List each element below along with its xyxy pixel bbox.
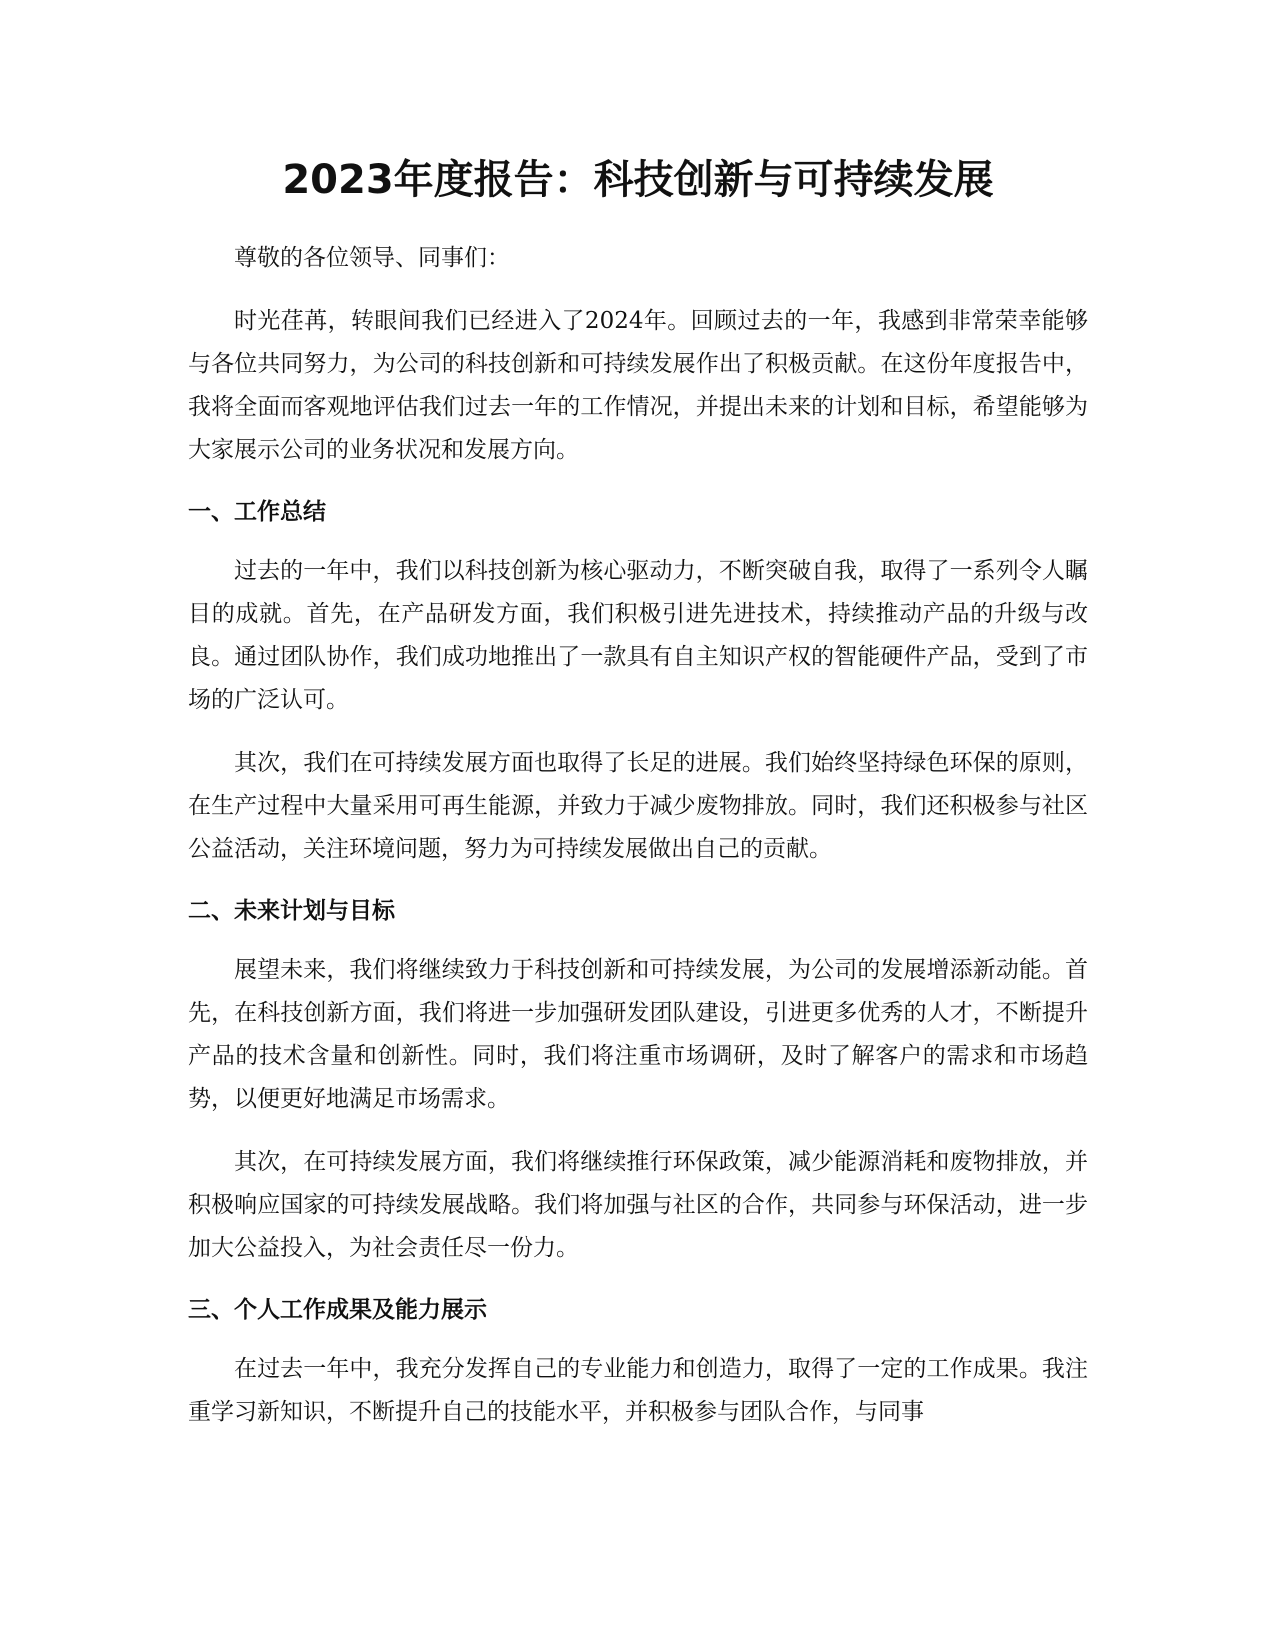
section-work-summary — [188, 492, 1088, 871]
section-paragraph: 过去的一年中，我们以科技创新为核心驱动力，不断突破自我，取得了一系列令人瞩目的成就。首先，在产品研发方面，我们积极引进先进技术，持续推动产品的升级与改良。通过团队协作，我们成功地推出了一款具有自主知识产权的智能硬件产品，受到了市场的广泛认可。 — [188, 558, 1088, 713]
section-heading: 三、个人工作成果及能力展示 — [188, 1297, 487, 1323]
section-future-plans — [188, 891, 1088, 1270]
document-page — [188, 145, 1088, 1454]
section-heading: 二、未来计划与目标 — [188, 898, 395, 924]
intro-paragraph: 时光荏苒，转眼间我们已经进入了2024年。回顾过去的一年，我感到非常荣幸能够与各位共同努力，为公司的科技创新和可持续发展作出了积极贡献。在这份年度报告中，我将全面而客观地评估我们过去一年的工作情况，并提出未来的计划和目标，希望能够为大家展示公司的业务状况和发展方向。 — [188, 308, 1088, 463]
section-heading: 一、工作总结 — [188, 499, 326, 525]
section-paragraph: 其次，我们在可持续发展方面也取得了长足的进展。我们始终坚持绿色环保的原则，在生产过程中大量采用可再生能源，并致力于减少废物排放。同时，我们还积极参与社区公益活动，关注环境问题，努力为可持续发展做出自己的贡献。 — [188, 750, 1088, 862]
greeting-paragraph: 尊敬的各位领导、同事们： — [234, 245, 510, 271]
section-paragraph: 展望未来，我们将继续致力于科技创新和可持续发展，为公司的发展增添新动能。首先，在科技创新方面，我们将进一步加强研发团队建设，引进更多优秀的人才，不断提升产品的技术含量和创新性。同时，我们将注重市场调研，及时了解客户的需求和市场趋势，以便更好地满足市场需求。 — [188, 957, 1088, 1112]
section-paragraph: 在过去一年中，我充分发挥自己的专业能力和创造力，取得了一定的工作成果。我注重学习新知识，不断提升自己的技能水平，并积极参与团队合作，与同事 — [188, 1356, 1088, 1425]
section-personal-achievements — [188, 1290, 1088, 1434]
section-paragraph: 其次，在可持续发展方面，我们将继续推行环保政策，减少能源消耗和废物排放，并积极响应国家的可持续发展战略。我们将加强与社区的合作，共同参与环保活动，进一步加大公益投入，为社会责任尽一份力。 — [188, 1149, 1088, 1261]
document-title: 2023年度报告：科技创新与可持续发展 — [282, 157, 994, 203]
